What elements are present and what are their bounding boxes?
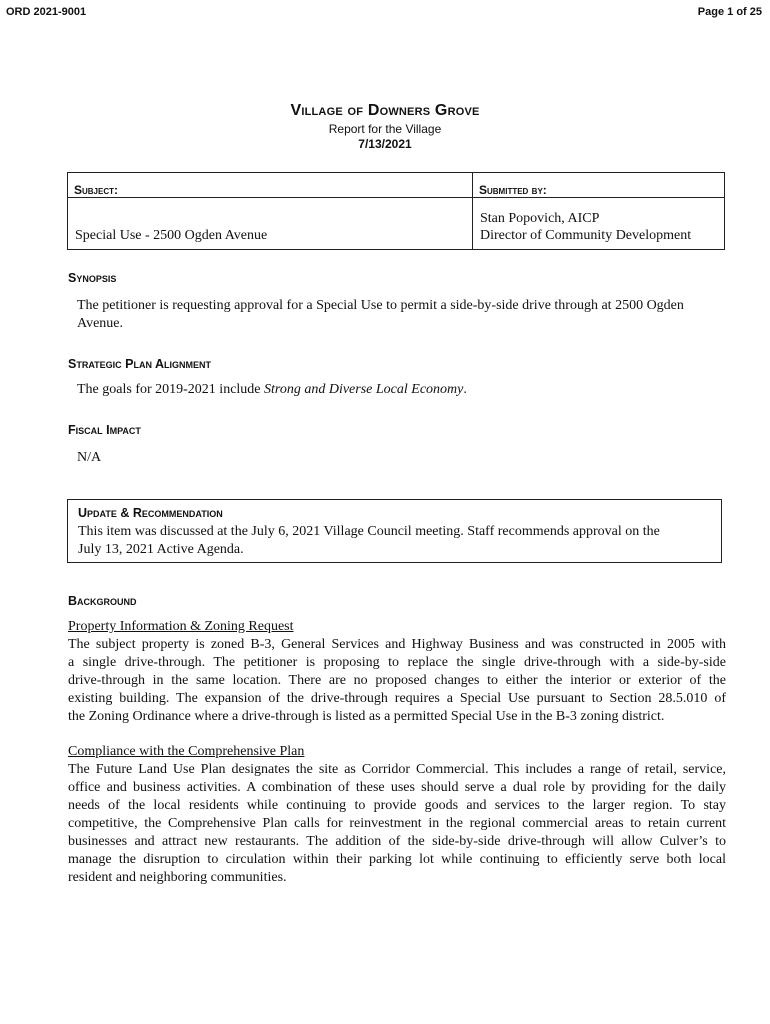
strategic-goal: Strong and Diverse Local Economy <box>264 382 464 397</box>
title-block <box>0 102 770 151</box>
synopsis-line: The petitioner is requesting approval for a Special Use to permit a side-by-side drive through at 2500 Ogden <box>77 298 684 313</box>
document-subtitle: Report for the Village <box>328 122 442 136</box>
synopsis-text <box>77 297 727 333</box>
subject-label: Subject: <box>68 173 473 198</box>
paragraph-line: businesses and attract new restaurants. The addition of the side-by-side drive-through will allow Culver’s to <box>68 834 726 849</box>
paragraph-line: needs of the local residents while continuing to provide goods and services to the larger region. To stay <box>68 798 726 813</box>
subject-table <box>67 172 725 250</box>
paragraph-line: the Zoning Ordinance where a drive-through is listed as a permitted Special Use in the B-3 zoning district. <box>68 709 665 724</box>
update-text <box>78 523 718 559</box>
property-info-paragraph <box>68 636 726 726</box>
document-date: 7/13/2021 <box>358 137 412 151</box>
update-line: July 13, 2021 Active Agenda. <box>78 542 244 557</box>
fiscal-impact-heading: Fiscal Impact <box>68 423 141 437</box>
paragraph-line: office and business activities. A combination of these uses should serve a dual role by providing for the daily <box>68 780 726 795</box>
comprehensive-plan-subheading: Compliance with the Comprehensive Plan <box>68 744 305 759</box>
document-title-text: Village of Downers Grove <box>290 102 480 119</box>
synopsis-line: Avenue. <box>77 316 123 331</box>
paragraph-line: a single drive-through. The petitioner is proposing to replace the single drive-through with a side-by-side <box>68 655 726 670</box>
property-info-subheading: Property Information & Zoning Request <box>68 619 294 634</box>
paragraph-line: The Future Land Use Plan designates the site as Corridor Commercial. This includes a range of retail, service, <box>68 762 726 777</box>
paragraph-line: resident and neighboring communities. <box>68 870 287 885</box>
comprehensive-plan-paragraph <box>68 761 726 887</box>
submitted-by-value <box>473 198 725 250</box>
background-heading: Background <box>68 594 137 608</box>
paragraph-line: The subject property is zoned B-3, General Services and Highway Business and was constructed in 2005 with <box>68 637 726 652</box>
document-title <box>0 102 770 120</box>
paragraph-line: existing building. The expansion of the drive-through requires a Special Use pursuant to Section 28.5.010 of <box>68 691 726 706</box>
strategic-plan-text <box>77 381 467 399</box>
update-heading: Update & Recommendation <box>78 506 223 520</box>
submitted-by-label: Submitted by: <box>473 173 725 198</box>
strategic-text-lead: The goals for 2019-2021 include <box>77 382 265 397</box>
update-line: This item was discussed at the July 6, 2021 Village Council meeting. Staff recommends approval on the <box>78 524 660 539</box>
paragraph-line: manage the disruption to circulation within their parking lot while continuing to efficiently serve both local <box>68 852 726 867</box>
synopsis-heading: Synopsis <box>68 271 117 285</box>
ordinance-number: ORD 2021-9001 <box>6 6 87 18</box>
page-number: Page 1 of 25 <box>697 6 762 18</box>
update-recommendation-box <box>67 499 722 563</box>
paragraph-line: competitive, the Comprehensive Plan calls for reinvestment in the regional commercial areas to retain current <box>68 816 726 831</box>
fiscal-impact-text: N/A <box>77 450 102 465</box>
subject-value: Special Use - 2500 Ogden Avenue <box>68 198 473 250</box>
submitter-title: Director of Community Development <box>480 228 692 243</box>
paragraph-line: drive-through in the same location. There are no proposed changes to either the interior or exterior of the <box>68 673 726 688</box>
submitter-name: Stan Popovich, AICP <box>480 211 600 226</box>
strategic-text-end: . <box>463 382 467 397</box>
strategic-plan-heading: Strategic Plan Alignment <box>68 357 212 371</box>
